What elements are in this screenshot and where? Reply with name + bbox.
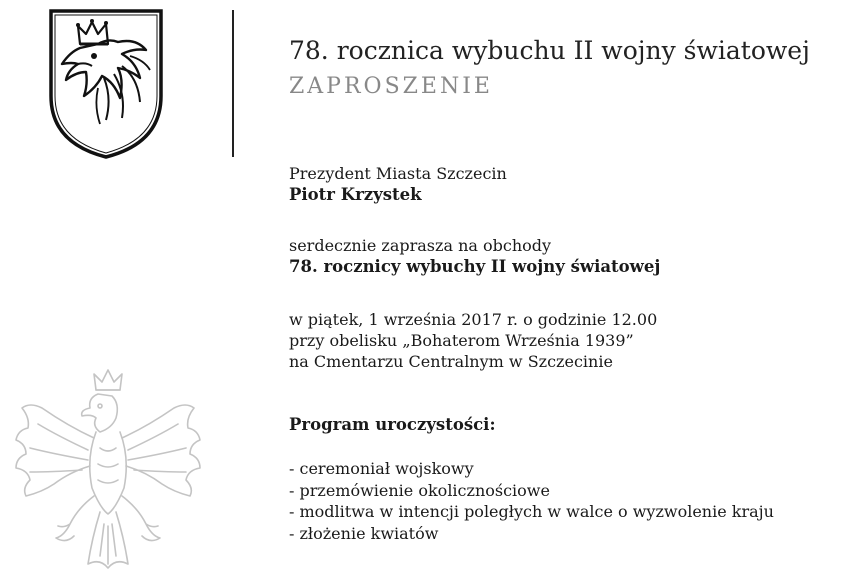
details-block [289, 309, 657, 372]
host-name: Piotr Krzystek [289, 185, 422, 204]
polish-eagle-icon [8, 368, 208, 572]
event-place: przy obelisku „Bohaterom Września 1939” [289, 331, 634, 350]
list-item: - złożenie kwiatów [289, 523, 774, 545]
event-name: 78. rocznicy wybuchy II wojny światowej [289, 257, 661, 276]
invitation-line: serdecznie zaprasza na obchody [289, 236, 552, 255]
invitation-block [289, 235, 660, 277]
invitation-subtitle: ZAPROSZENIE [289, 74, 493, 99]
szczecin-griffin-crest-icon [48, 8, 164, 160]
list-item: - ceremoniał wojskowy [289, 458, 774, 480]
list-item: - modlitwa w intencji poległych w walce o wyzwolenie kraju [289, 501, 774, 523]
list-item: - przemówienie okolicznościowe [289, 480, 774, 502]
vertical-divider [232, 10, 234, 157]
program-list [289, 458, 774, 544]
program-heading: Program uroczystości: [289, 415, 496, 434]
event-location: na Cmentarzu Centralnym w Szczecinie [289, 352, 613, 371]
program-heading-block [289, 414, 496, 435]
host-role: Prezydent Miasta Szczecin [289, 164, 507, 183]
host-block [289, 163, 507, 205]
event-date-time: w piątek, 1 września 2017 r. o godzinie 12.00 [289, 310, 658, 329]
page-title: 78. rocznica wybuchu II wojny światowej [289, 36, 810, 65]
